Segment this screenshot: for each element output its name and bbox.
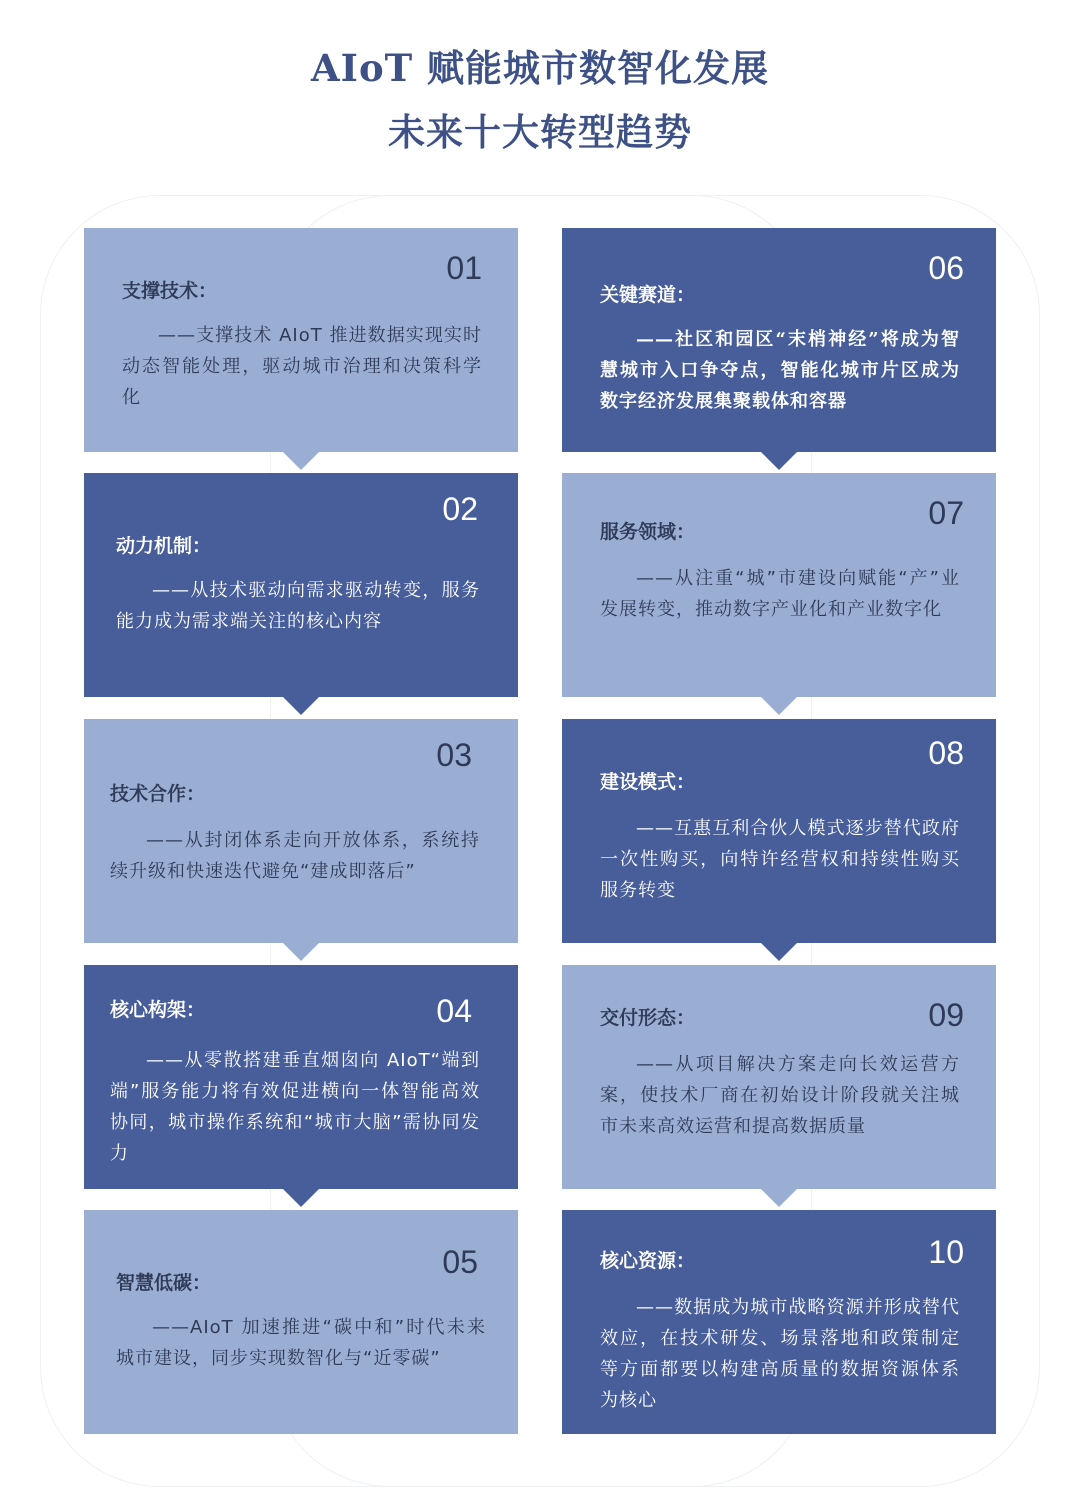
trend-number: 07: [928, 495, 964, 531]
flow-arrow: [761, 1189, 797, 1207]
trend-body: [116, 1312, 486, 1374]
trend-number: 05: [442, 1244, 478, 1280]
trend-heading: 支撑技术：: [122, 280, 218, 302]
trend-heading: 核心资源：: [600, 1250, 696, 1272]
trend-body: [110, 1045, 480, 1169]
trend-heading: 技术合作：: [110, 783, 206, 805]
trend-card-10: [562, 1210, 996, 1434]
page-title-line2: 未来十大转型趋势: [388, 110, 692, 154]
trend-card-05: [84, 1210, 518, 1434]
trend-body: [600, 324, 960, 417]
trend-heading: 服务领域：: [600, 521, 696, 543]
trend-number: 08: [928, 735, 964, 771]
trend-number: 06: [928, 250, 964, 286]
trend-body: [600, 1049, 960, 1142]
flow-arrow: [283, 1189, 319, 1207]
trend-card-07: [562, 473, 996, 697]
flow-arrow: [761, 697, 797, 715]
trend-card-03: [84, 719, 518, 943]
trend-body-text: ——从技术驱动向需求驱动转变，服务能力成为需求端关注的核心内容: [116, 580, 480, 632]
flow-arrow: [283, 943, 319, 961]
trend-heading: 核心构架：: [110, 999, 206, 1021]
trend-body-text: ——从封闭体系走向开放体系，系统持续升级和快速迭代避免“建成即落后”: [110, 830, 480, 882]
flow-arrow: [283, 697, 319, 715]
trend-heading: 建设模式：: [600, 771, 696, 793]
flow-arrow: [761, 452, 797, 470]
trend-number: 01: [446, 250, 482, 286]
trend-card-06: [562, 228, 996, 452]
trend-number: 09: [928, 997, 964, 1033]
trend-body-text: ——数据成为城市战略资源并形成替代效应，在技术研发、场景落地和政策制定等方面都要以构建高质量的数据资源体系为核心: [600, 1297, 960, 1411]
trend-heading: 智慧低碳：: [116, 1272, 212, 1294]
trend-body-text: ——AIoT 加速推进“碳中和”时代未来城市建设，同步实现数智化与“近零碳”: [116, 1317, 486, 1369]
trend-body-text: ——支撑技术 AIoT 推进数据实现实时动态智能处理，驱动城市治理和决策科学化: [122, 325, 482, 408]
flow-arrow: [283, 452, 319, 470]
trend-heading: 交付形态：: [600, 1007, 696, 1029]
trend-body-text: ——社区和园区“末梢神经”将成为智慧城市入口争夺点，智能化城市片区成为数字经济发展集聚载体和容器: [600, 329, 960, 412]
trend-body: [600, 813, 960, 906]
trend-number: 02: [442, 491, 478, 527]
trend-body-text: ——互惠互利合伙人模式逐步替代政府一次性购买，向特许经营权和持续性购买服务转变: [600, 818, 960, 901]
trend-body: [110, 825, 480, 887]
trend-heading: 动力机制：: [116, 535, 212, 557]
trend-body: [116, 575, 480, 637]
page-title-line1: AIoT 赋能城市数智化发展: [310, 46, 770, 90]
trend-body-text: ——从零散搭建垂直烟囱向 AIoT“端到端”服务能力将有效促进横向一体智能高效协同，城市操作系统和“城市大脑”需协同发力: [110, 1050, 480, 1164]
trend-card-09: [562, 965, 996, 1189]
trend-body: [600, 563, 960, 625]
trend-number: 03: [436, 737, 472, 773]
trend-card-02: [84, 473, 518, 697]
trend-number: 10: [928, 1234, 964, 1270]
trend-card-04: [84, 965, 518, 1189]
trend-body-text: ——从注重“城”市建设向赋能“产”业发展转变，推动数字产业化和产业数字化: [600, 568, 960, 620]
trend-card-01: [84, 228, 518, 452]
trend-body: [600, 1292, 960, 1416]
trend-body-text: ——从项目解决方案走向长效运营方案，使技术厂商在初始设计阶段就关注城市未来高效运营和提高数据质量: [600, 1054, 960, 1137]
flow-arrow: [761, 943, 797, 961]
trend-body: [122, 320, 482, 413]
trend-number: 04: [436, 993, 472, 1029]
trend-heading: 关键赛道：: [600, 284, 696, 306]
trend-card-08: [562, 719, 996, 943]
